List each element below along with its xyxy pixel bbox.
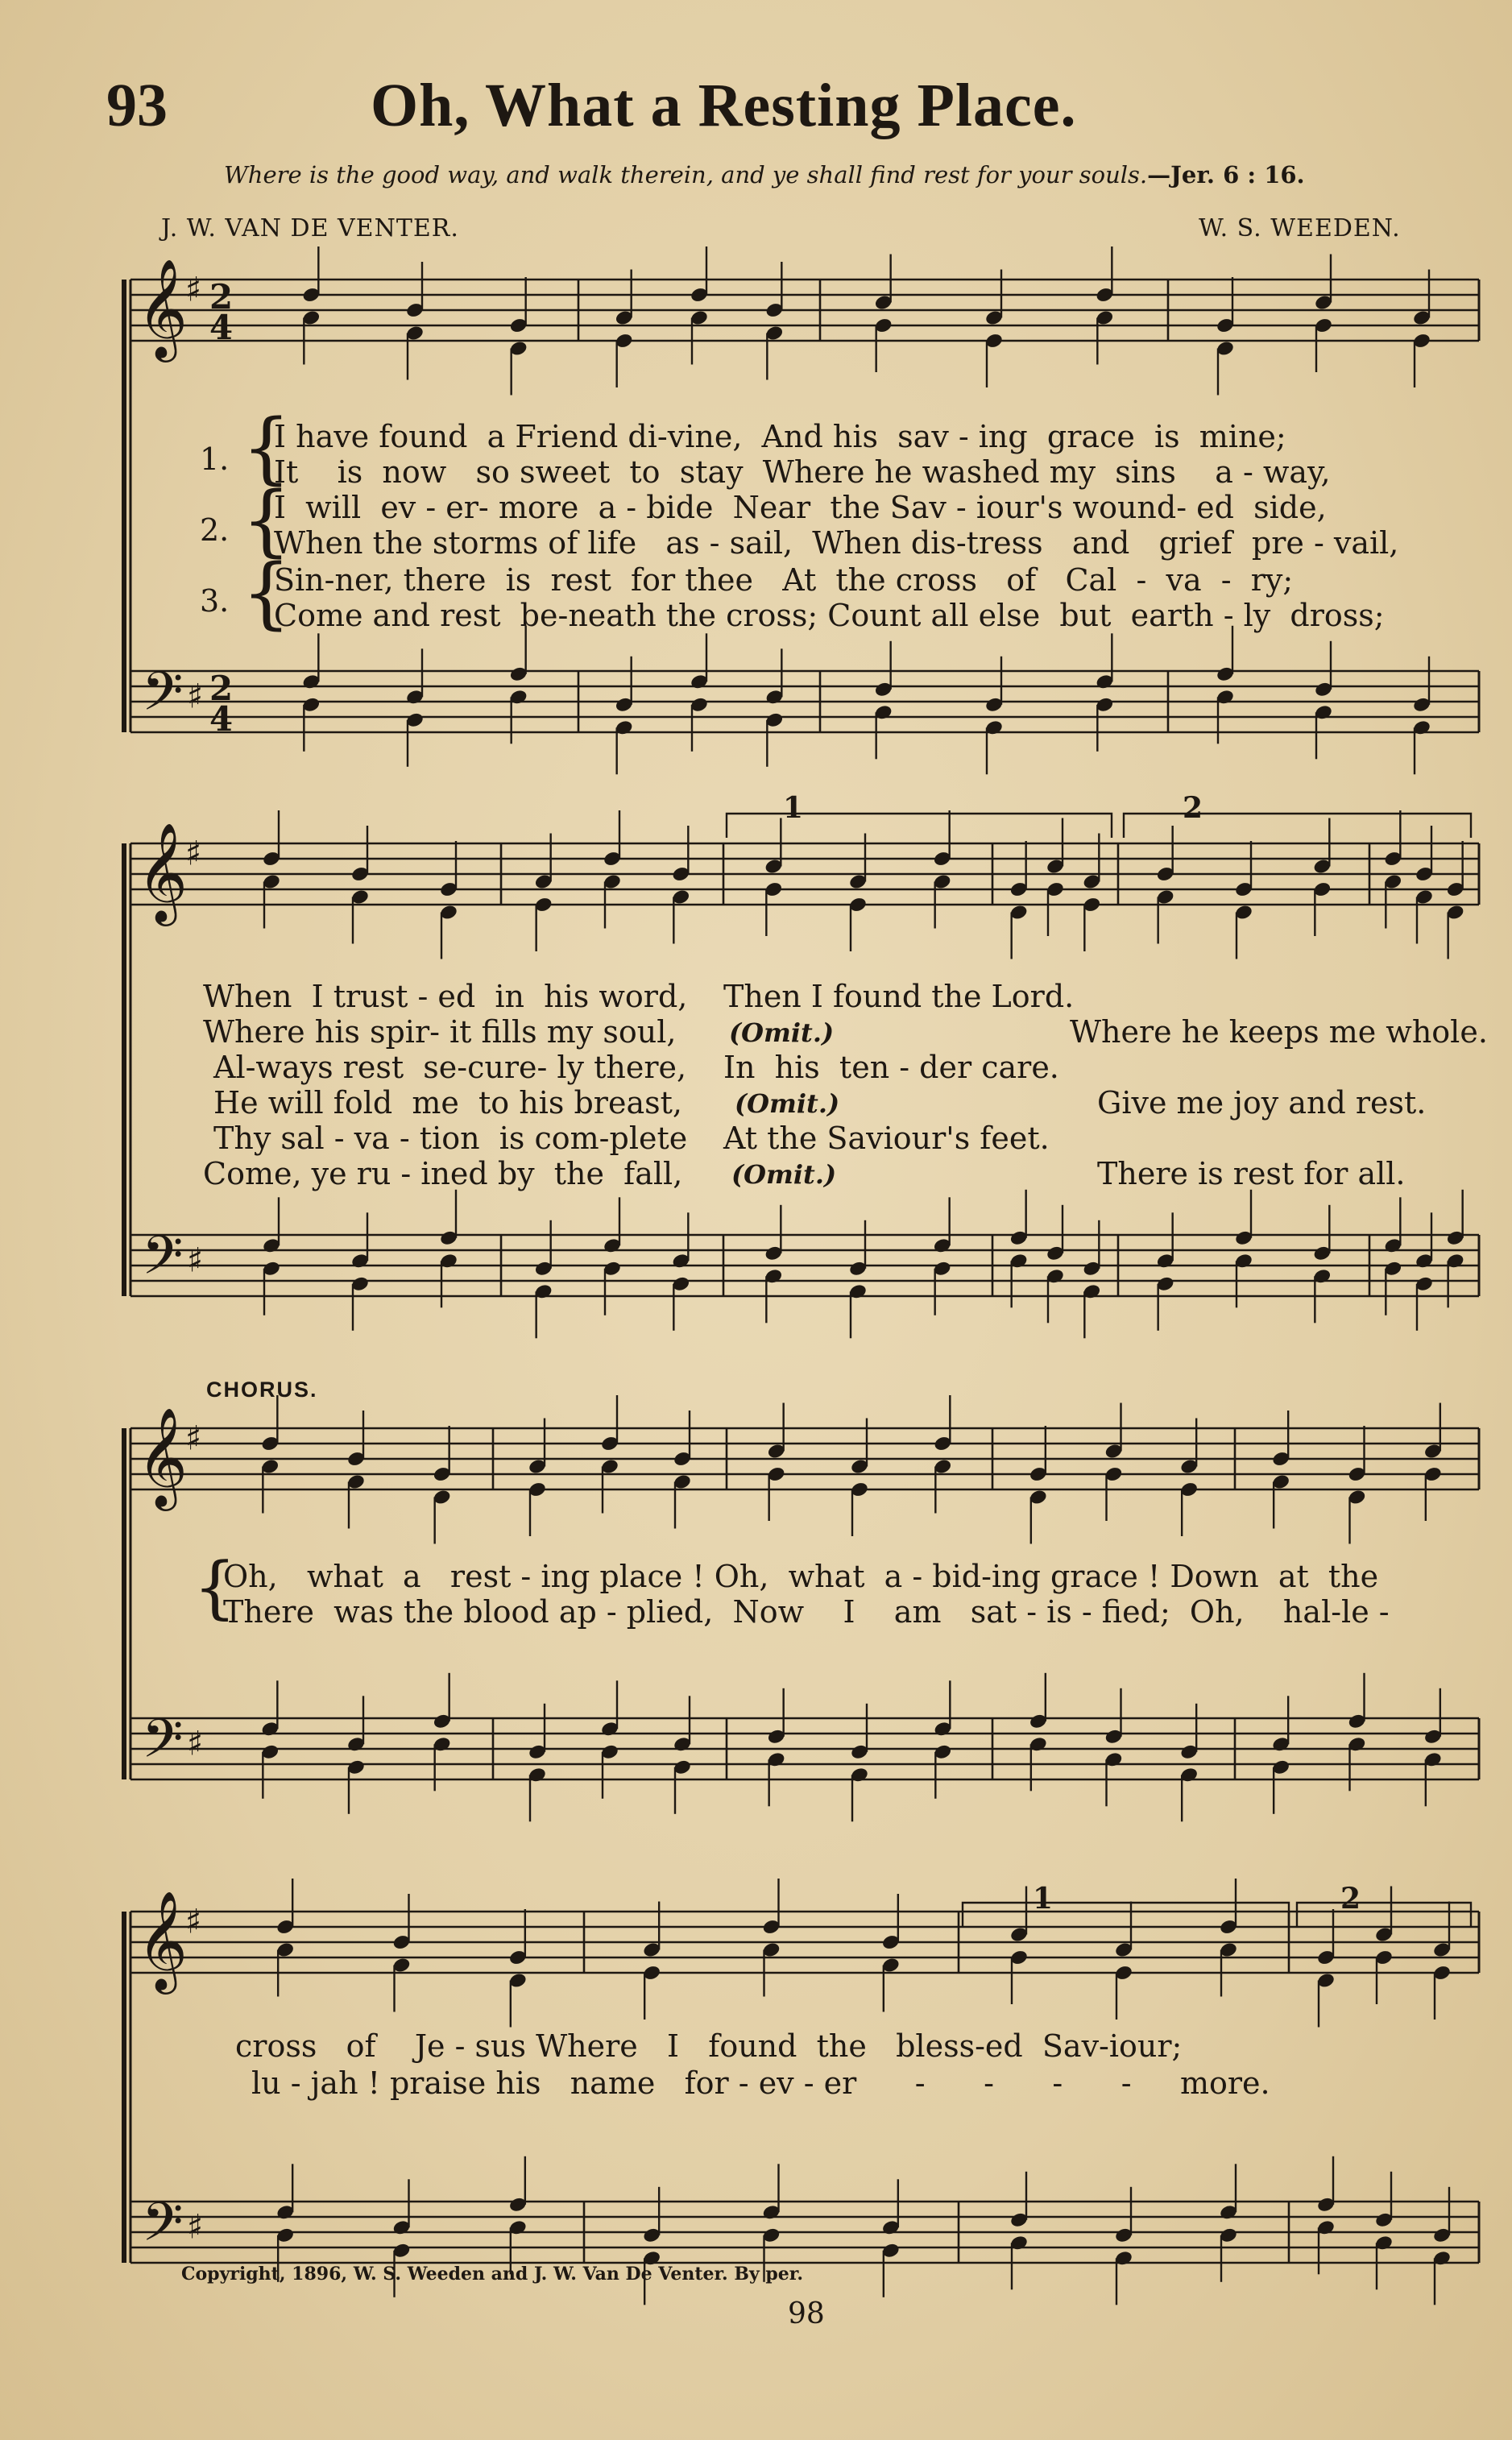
bass-clef: 𝄢 [142, 2190, 184, 2266]
omit-marker: (Omit.) [729, 1017, 835, 1048]
refrain-ending-lyric: At the Saviour's feet. [723, 1121, 1050, 1156]
chorus-line-3: cross of Je - sus Where I found the bless-ed Sav-iour; [235, 2028, 1183, 2064]
refrain-ending-lyric: There is rest for all. [1097, 1156, 1406, 1191]
first-ending-number: 1 [1033, 1882, 1054, 1916]
key-signature-sharp: ♯ [187, 676, 204, 716]
refrain-lyric-line: Thy sal - va - tion is com-plete [213, 1121, 688, 1156]
bass-clef: 𝄢 [142, 1224, 184, 1299]
verse-brace: { [242, 403, 292, 493]
chorus-line-4: lu - jah ! praise his name for - ev - er - - - - more. [251, 2065, 1270, 2101]
verse-1-line-1: I have found a Friend di-vine, And his sav - ing grace is mine; [274, 419, 1286, 454]
refrain-ending-lyric: In his ten - der care. [723, 1050, 1059, 1085]
chorus-line-2: There was the blood ap - plied, Now I am sat - is - fied; Oh, hal-le - [223, 1594, 1390, 1630]
refrain-lyric-line: When I trust - ed in his word, [203, 979, 688, 1014]
first-ending-number: 1 [783, 791, 804, 825]
refrain-lyric-line: Al-ways rest se-cure- ly there, [213, 1050, 687, 1085]
chorus-line-1: Oh, what a rest - ing place ! Oh, what a - bid-ing grace ! Down at the [223, 1559, 1379, 1594]
lyricist-credit: J. W. VAN DE VENTER. [161, 214, 459, 242]
volta-bracket [1124, 814, 1471, 838]
volta-bracket [963, 1903, 1289, 1927]
verse-3-line-2: Come and rest be-neath the cross; Count all else but earth - ly dross; [274, 598, 1385, 633]
composer-credit: W. S. WEEDEN. [1199, 214, 1401, 242]
refrain-lyric-line: Come, ye ru - ined by the fall, [203, 1156, 683, 1191]
page-number: 98 [788, 2297, 825, 2330]
verse-1-line-2: It is now so sweet to stay Where he washed my sins a - way, [274, 454, 1331, 490]
time-signature-top: 2 [209, 277, 234, 317]
second-ending-number: 2 [1340, 1882, 1361, 1916]
omit-marker: (Omit.) [731, 1159, 837, 1190]
chorus-brace: { [193, 1547, 237, 1626]
volta-bracket [1297, 1903, 1471, 1927]
scripture-reference: —Jer. 6 : 16. [1147, 161, 1305, 188]
second-ending-number: 2 [1183, 791, 1203, 825]
verse-number: 2. [200, 512, 230, 548]
refrain-ending-lyric: Then I found the Lord. [723, 979, 1075, 1014]
time-signature-bottom: 4 [209, 308, 234, 348]
treble-clef: 𝄞 [137, 259, 188, 359]
verse-brace: { [242, 548, 292, 638]
hymn-title: Oh, What a Resting Place. [371, 72, 1077, 139]
scripture-quote: Where is the good way, and walk therein, and ye shall find rest for your souls. [224, 161, 1148, 188]
bass-clef: 𝄢 [142, 660, 184, 735]
key-signature-sharp: ♯ [185, 1418, 202, 1458]
verse-number: 1. [200, 441, 230, 477]
bass-clef: 𝄢 [142, 1707, 184, 1783]
verse-number: 3. [200, 583, 230, 619]
treble-clef: 𝄞 [137, 822, 188, 923]
time-signature-top: 2 [209, 669, 234, 709]
verse-2-line-2: When the storms of life as - sail, When dis-tress and grief pre - vail, [274, 525, 1399, 561]
key-signature-sharp: ♯ [187, 2206, 204, 2247]
copyright-notice: Copyright, 1896, W. S. Weeden and J. W. Van De Venter. By per. [181, 2264, 804, 2285]
key-signature-sharp: ♯ [185, 833, 202, 873]
refrain-ending-lyric: Where he keeps me whole. [1070, 1014, 1488, 1050]
verse-3-line-1: Sin-ner, there is rest for thee At the cross of Cal - va - ry; [274, 562, 1294, 598]
key-signature-sharp: ♯ [187, 1240, 204, 1280]
treble-clef: 𝄞 [137, 1407, 188, 1508]
verse-brace: { [242, 475, 292, 565]
hymn-number: 93 [106, 72, 168, 139]
treble-clef: 𝄞 [137, 1891, 188, 1991]
key-signature-sharp: ♯ [185, 1901, 202, 1941]
key-signature-sharp: ♯ [185, 269, 202, 309]
time-signature-bottom: 4 [209, 699, 234, 739]
key-signature-sharp: ♯ [187, 1723, 204, 1763]
refrain-lyric-line: Where his spir- it fills my soul, [203, 1014, 677, 1050]
refrain-lyric-line: He will fold me to his breast, [213, 1085, 682, 1121]
chorus-label: CHORUS. [206, 1377, 318, 1402]
omit-marker: (Omit.) [735, 1088, 840, 1119]
verse-2-line-1: I will ev - er- more a - bide Near the Sav - iour's wound- ed side, [274, 490, 1327, 525]
refrain-ending-lyric: Give me joy and rest. [1097, 1085, 1427, 1121]
